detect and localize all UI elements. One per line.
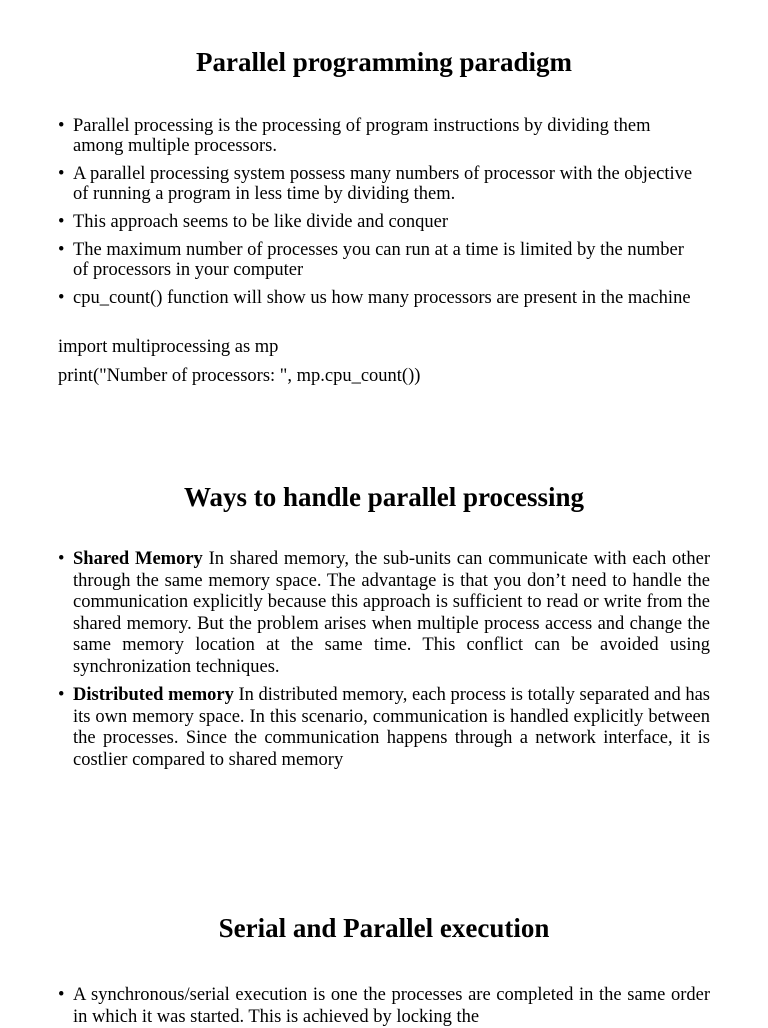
bullet-icon: • — [58, 288, 65, 308]
section-title-ways-to-handle: Ways to handle parallel processing — [183, 482, 585, 512]
code-line-import: import multiprocessing as mp — [58, 337, 279, 357]
list-item: • A parallel processing system possess many numbers of processor with the objective of running a program in less time by dividing them. — [58, 164, 693, 204]
list-item: • Distributed memory In distributed memory, each process is totally separated and has its own memory space. In this scenario, communication is handled explicitly between the processes. Since the communication happens through a network interface, it is costlier compared to shared memory — [58, 685, 710, 770]
section-title-serial-parallel-execution: Serial and Parallel execution — [218, 913, 550, 943]
section3-bullet-list — [58, 985, 710, 1028]
list-item: • cpu_count() function will show us how many processors are present in the machine — [58, 288, 691, 308]
bullet-icon: • — [58, 685, 65, 705]
list-item: • Shared Memory In shared memory, the sub-units can communicate with each other through the same memory space. The advantage is that you don’t need to handle the communication explicitly because this approach is sufficient to read or write from the shared memory. But the problem arises when multiple process access and change the same memory location at the same time. This conflict can be avoided using synchronization techniques. — [58, 549, 711, 677]
list-item: • This approach seems to be like divide and conquer — [58, 212, 449, 232]
bullet-icon: • — [58, 164, 65, 184]
section2-bullet-list — [58, 549, 710, 771]
bullet-icon: • — [58, 240, 65, 260]
section-title-parallel-programming-paradigm: Parallel programming paradigm — [196, 47, 572, 77]
section1-bullet-list — [58, 116, 698, 308]
list-item: • The maximum number of processes you can run at a time is limited by the number of processors in your computer — [58, 240, 684, 280]
term-distributed-memory: Distributed memory — [73, 685, 234, 705]
bullet-icon: • — [58, 549, 65, 569]
list-item: • Parallel processing is the processing of program instructions by dividing them among multiple processors. — [58, 116, 651, 156]
list-item: • A synchronous/serial execution is one the processes are completed in the same order in which it was started. This is achieved by locking the — [58, 985, 710, 1027]
code-line-print: print("Number of processors: ", mp.cpu_count()) — [58, 366, 421, 386]
bullet-icon: • — [58, 985, 65, 1005]
bullet-icon: • — [58, 116, 65, 136]
term-shared-memory: Shared Memory — [73, 549, 203, 569]
bullet-icon: • — [58, 212, 65, 232]
